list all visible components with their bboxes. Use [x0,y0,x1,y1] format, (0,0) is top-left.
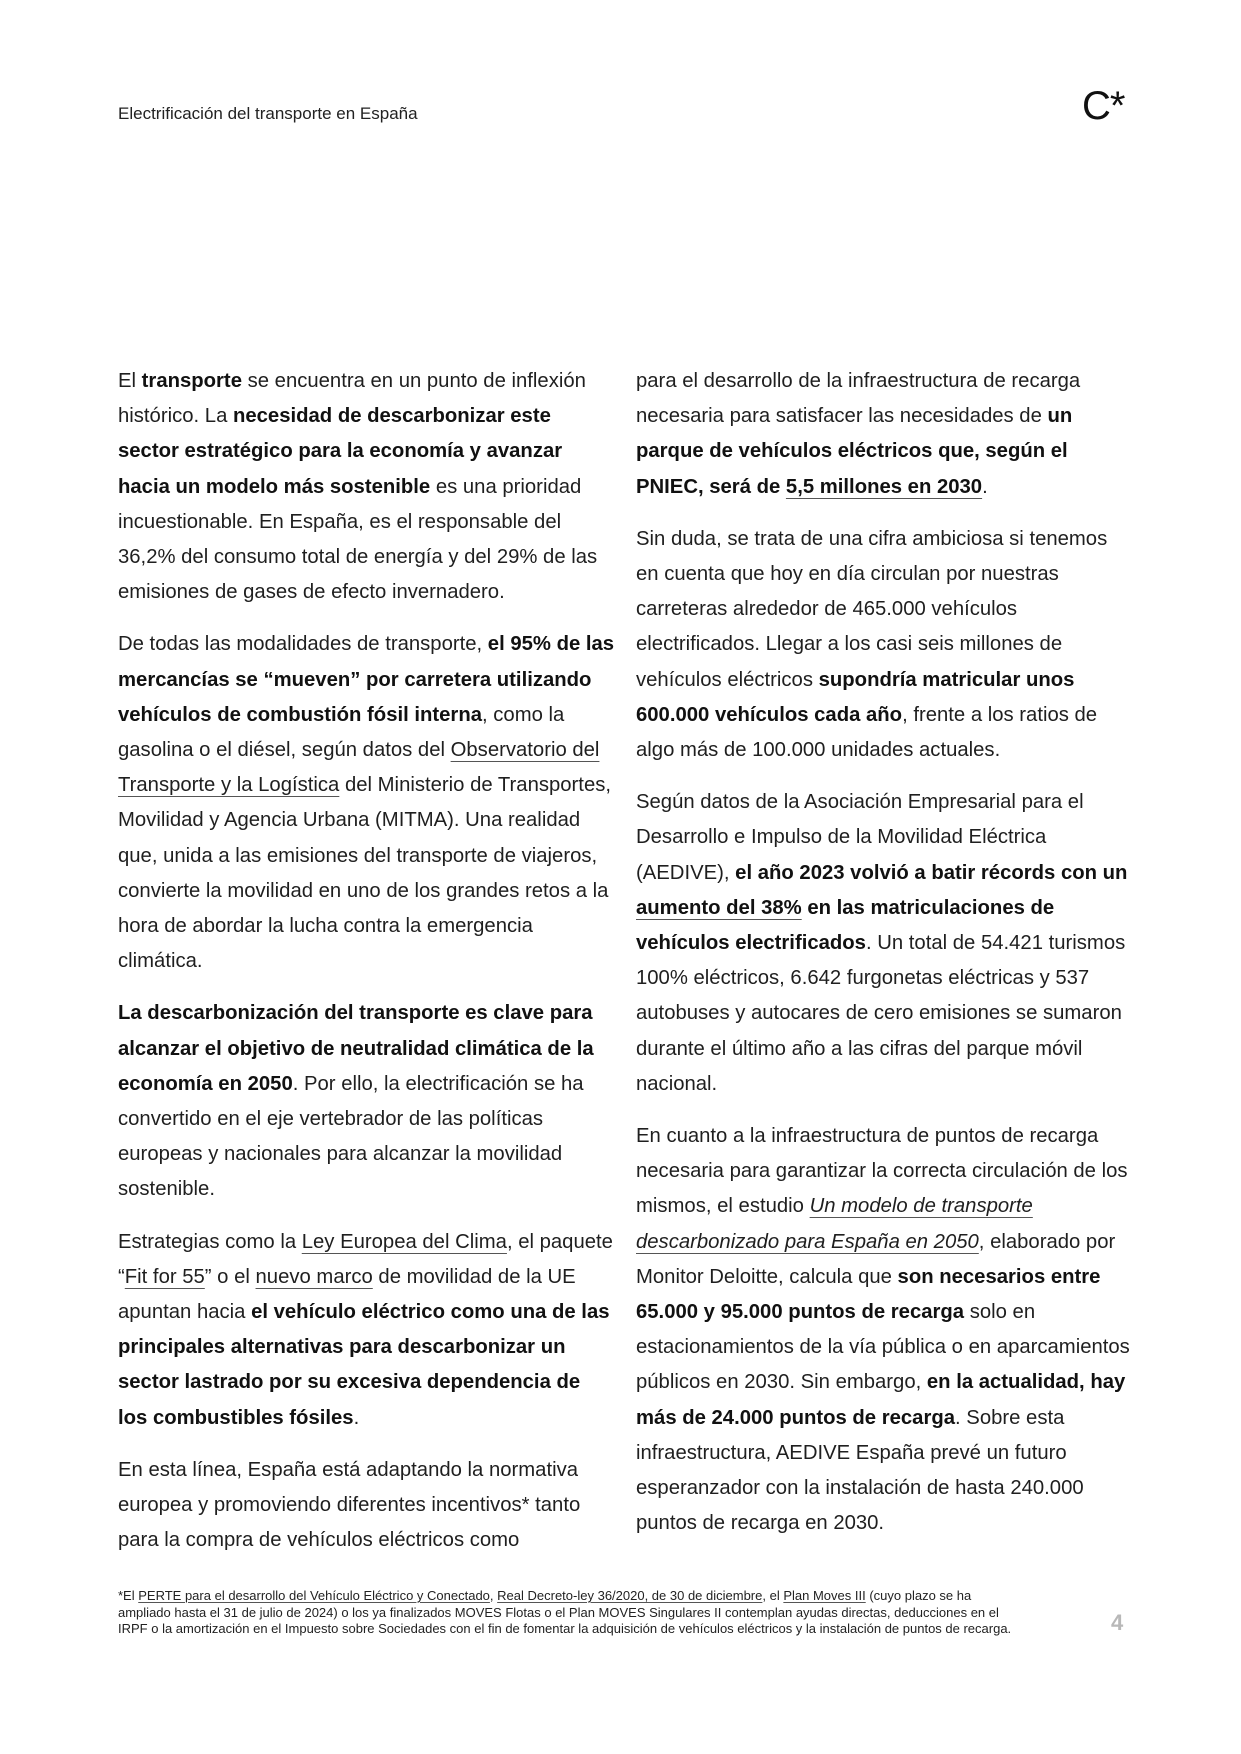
link-5-5-millones[interactable]: 5,5 millones en 2030 [785,475,983,498]
link-observatorio-transporte[interactable]: Observatorio del Transporte y la Logística [118,739,600,797]
paragraph-spain-incentives: En esta línea, España está adaptando la normativa europea y promoviendo diferentes incentivos* tanto para la compra de vehículos eléctricos como [118,1458,581,1552]
paragraph-ambitious-figure: Sin duda, se trata de una cifra ambiciosa si tenemos en cuenta que hoy en día circulan por nuestras carreteras alrededor de 465.000 vehículos electrificados. Llegar a los casi seis millones de vehículos eléctricos supondría matricular unos 600.000 vehículos cada año, frente a los ratios de algo más de 100.000 unidades actuales. [636,527,1108,762]
paragraph-decarbonization-key: La descarbonización del transporte es clave para alcanzar el objetivo de neutralidad climática de la economía en 2050. Por ello, la electrificación se ha convertido en el eje vertebrador de las políticas europeas y nacionales para alcanzar la movilidad sostenible. [118,1002,594,1201]
paragraph-freight: De todas las modalidades de transporte, el 95% de las mercancías se “mueven” por carretera utilizando vehículos de combustión fósil interna, como la gasolina o el diésel, según datos del Observatorio del Transporte y la Logística del Ministerio de Transportes, Movilidad y Agencia Urbana (MITMA). Una realidad que, unida a las emisiones del transporte de viajeros, convierte la movilidad en uno de los grandes retos a la hora de abordar la lucha contra la emergencia climática. [118,633,615,973]
paragraph-strategies: Estrategias como la Ley Europea del Clima, el paquete “Fit for 55” o el nuevo marco de movilidad de la UE apuntan hacia el vehículo eléctrico como una de las principales alternativas para descarbonizar un sector lastrado por su excesiva dependencia de los combustibles fósiles. [118,1230,613,1429]
left-column [118,364,615,1576]
paragraph-charging-points: En cuanto a la infraestructura de puntos de recarga necesaria para garantizar la correcta circulación de los mismos, el estudio Un modelo de transporte descarbonizado para España en 2050, elaborado por Monitor Deloitte, calcula que son necesarios entre 65.000 y 95.000 puntos de recarga solo en estacionamientos de la vía pública o en aparcamientos públicos en 2030. Sin embargo, en la actualidad, hay más de 24.000 puntos de recarga. Sobre esta infraestructura, AEDIVE España prevé un futuro esperanzador con la instalación de hasta 240.000 puntos de recarga en 2030. [636,1125,1130,1535]
link-real-decreto-ley[interactable]: Real Decreto-ley 36/2020, de 30 de diciembre [497,1588,763,1603]
link-nuevo-marco[interactable]: nuevo marco [255,1265,373,1288]
brand-logo: C* [1082,84,1125,128]
paragraph-transport-intro: El transporte se encuentra en un punto de inflexión histórico. La necesidad de descarbonizar este sector estratégico para la economía y avanzar hacia un modelo más sostenible es una prioridad incuestionable. En España, es el responsable del 36,2% del consumo total de energía y del 29% de las emisiones de gases de efecto invernadero. [118,370,598,604]
document-title: Electrificación del transporte en España [118,104,418,123]
link-perte[interactable]: PERTE para el desarrollo del Vehículo Eléctrico y Conectado [138,1588,490,1603]
footnote: *El PERTE para el desarrollo del Vehículo Eléctrico y Conectado, Real Decreto-ley 36/2020, de 30 de diciembre, el Plan Moves III (cuyo plazo se ha ampliado hasta el 31 de julio de 2024) o los ya finalizados MOVES Flotas o el Plan MOVES Singulares II contemplan ayudas directas, deducciones en el IRPF o la amortización en el Impuesto sobre Sociedades con el fin de fomentar la adquisición de vehículos eléctricos y la instalación de puntos de recarga. [118,1588,1012,1636]
paragraph-infrastructure-needs: para el desarrollo de la infraestructura de recarga necesaria para satisfacer las necesidades de un parque de vehículos eléctricos que, según el PNIEC, será de 5,5 millones en 2030. [636,370,1081,498]
link-ley-europea-clima[interactable]: Ley Europea del Clima [301,1230,507,1253]
page-number: 4 [1111,1610,1124,1635]
link-modelo-transporte-2050[interactable]: Un modelo de transporte descarbonizado para España en 2050 [636,1195,1033,1253]
link-plan-moves-iii[interactable]: Plan Moves III [783,1588,866,1603]
right-column [636,364,1133,1559]
link-aumento-38[interactable]: aumento del 38% [636,896,802,919]
link-fit-for-55[interactable]: Fit for 55 [124,1265,205,1288]
paragraph-aedive-records: Según datos de la Asociación Empresarial para el Desarrollo e Impulso de la Movilidad Eléctrica (AEDIVE), el año 2023 volvió a batir récords con un aumento del 38% en las matriculaciones de vehículos electrificados. Un total de 54.421 turismos 100% eléctricos, 6.642 furgonetas eléctricas y 537 autobuses y autocares de cero emisiones se sumaron durante el último año a las cifras del parque móvil nacional. [636,791,1128,1095]
